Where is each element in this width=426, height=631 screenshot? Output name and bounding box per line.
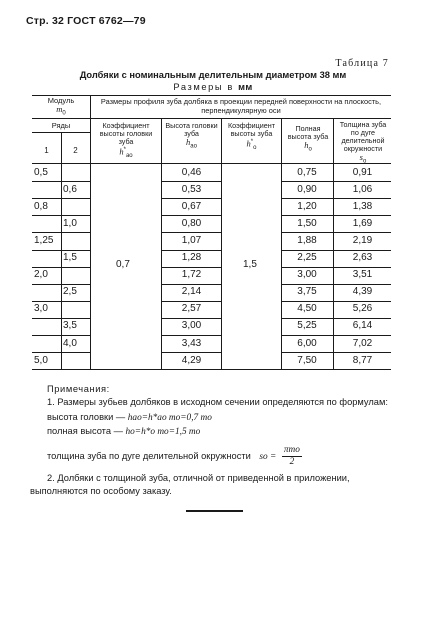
height-head-cell: 1,72: [181, 269, 202, 281]
thickness-cell: 3,51: [352, 269, 373, 281]
full-height-cell: 3,00: [297, 269, 317, 281]
formula-head-label: высота головки —: [47, 412, 126, 422]
col-koef-tooth-header: [223, 122, 280, 152]
full-height-cell: 1,88: [297, 234, 317, 246]
col-koef-head-header: [92, 122, 160, 160]
formula-thickness-numerator: πmo: [283, 445, 300, 455]
thickness-cell: 0,91: [352, 166, 373, 178]
row-rule: [161, 198, 221, 199]
ryad-1-header: 1: [44, 146, 49, 155]
full-height-cell: 5,25: [297, 320, 317, 332]
row-rule: [161, 284, 221, 285]
row-rule: [161, 352, 221, 353]
col-koef-tooth-star: *: [250, 139, 254, 145]
row-rule: [32, 267, 90, 268]
row-rule: [161, 301, 221, 302]
full-height-cell: 2,25: [297, 252, 317, 263]
row-rule: [281, 352, 333, 353]
row-rule: [333, 215, 391, 216]
height-head-cell: 2,57: [181, 303, 202, 315]
row-rule: [281, 318, 333, 319]
height-head-cell: 0,53: [181, 183, 202, 195]
koef-head-value: 0,7: [116, 259, 130, 270]
row-rule: [32, 284, 90, 285]
row-rule: [32, 352, 90, 353]
row-rule: [32, 335, 90, 336]
vline-koef-head: [161, 118, 162, 369]
formula-thickness-denominator: 2: [289, 457, 295, 467]
vline-full-height: [333, 118, 334, 369]
row-rule: [161, 250, 221, 251]
height-head-cell: 1,28: [181, 252, 202, 263]
thickness-cell: 1,69: [352, 217, 373, 229]
modul-row-2: 1,5: [63, 252, 77, 263]
row-rule: [32, 215, 90, 216]
col-koef-tooth-h: h: [246, 138, 251, 149]
table-title: Долбяки с номинальным делительным диаметром 38 мм: [79, 70, 347, 80]
row-rule: [161, 181, 221, 182]
height-head-cell: 1,07: [181, 234, 202, 246]
row-rule: [32, 181, 90, 182]
modul-row-2: 3,5: [63, 320, 77, 332]
row-rule: [32, 250, 90, 251]
table-top-rule: [32, 95, 391, 96]
row-rule: [161, 318, 221, 319]
height-head-cell: 0,67: [181, 200, 202, 212]
vline-height-head: [221, 118, 222, 369]
thickness-cell: 1,06: [352, 183, 373, 195]
vline-ryad: [61, 132, 62, 369]
modul-symbol-m: m: [56, 104, 63, 114]
thickness-cell: 2,19: [352, 234, 373, 246]
thickness-cell: 6,14: [352, 320, 373, 332]
modul-row-1: 5,0: [34, 354, 48, 366]
modul-row-1: 3,0: [34, 303, 48, 315]
row-rule: [281, 284, 333, 285]
col-thickness-s: s: [359, 152, 363, 162]
height-head-cell: 0,80: [181, 217, 202, 229]
row-rule: [333, 335, 391, 336]
notes: [30, 383, 394, 498]
table-label: Таблица 7: [335, 58, 389, 69]
col-koef-tooth-subscript: o: [253, 144, 257, 151]
modul-row-2: 2,5: [63, 286, 77, 298]
col-koef-head-subscript: ao: [125, 152, 133, 159]
formula-full-expr: ho=h*o mo=1,5 mo: [125, 427, 201, 437]
subtitle-unit: мм: [238, 82, 253, 92]
ryady-header: Ряды: [51, 121, 71, 130]
row-rule: [161, 335, 221, 336]
row-rule: [281, 335, 333, 336]
col-thickness-header: [335, 121, 391, 165]
full-height-cell: 0,75: [297, 166, 317, 178]
thickness-cell: 2,63: [352, 252, 373, 263]
profile-header: Размеры профиля зуба долбяка в проекции передней поверхности на плоскость, перпендикулярную оси: [100, 97, 382, 115]
row-rule: [281, 232, 333, 233]
row-rule: [161, 232, 221, 233]
col-koef-tooth-text: Коэффициент высоты зуба: [227, 121, 276, 138]
row-rule: [333, 352, 391, 353]
formula-head-expr: hao=h*ao mo=0,7 mo: [127, 413, 212, 423]
full-height-cell: 3,75: [297, 286, 317, 298]
height-head-cell: 0,46: [181, 166, 202, 178]
full-height-cell: 6,00: [297, 337, 317, 349]
col-thickness-symbol: [335, 153, 391, 165]
thickness-cell: 7,02: [352, 337, 373, 349]
teeth-dimensions-table: [32, 95, 391, 370]
col-thickness-subscript: o: [362, 158, 367, 165]
thickness-cell: 8,77: [352, 354, 373, 366]
row-rule: [281, 181, 333, 182]
row-rule: [32, 198, 90, 199]
row-rule: [281, 267, 333, 268]
formula-head: [30, 411, 394, 425]
notes-heading: Примечания:: [47, 384, 110, 394]
subtitle-prefix: Размеры в: [173, 82, 234, 92]
ryad-2-header: 2: [73, 146, 78, 155]
col-height-head-h: h: [186, 137, 191, 147]
row-rule: [32, 301, 90, 302]
row-rule: [333, 318, 391, 319]
col-height-head-symbol: [163, 138, 220, 150]
modul-row-2: 0,6: [63, 183, 77, 195]
formula-thickness-label: толщина зуба по дуге делительной окружности: [47, 450, 251, 461]
full-height-cell: 7,50: [297, 354, 317, 366]
height-head-cell: 4,29: [181, 354, 202, 366]
modul-row-1: 0,8: [34, 200, 48, 212]
col-koef-head-symbol: [92, 146, 160, 160]
col-height-head-text: Высота головки зуба: [165, 121, 218, 138]
row-rule: [281, 250, 333, 251]
modul-symbol: [32, 105, 90, 118]
table-bottom-rule: [32, 369, 391, 370]
modul-row-1: 2,0: [34, 269, 48, 281]
col-height-head-header: [163, 122, 220, 150]
note-2: 2. Долбяки с толщиной зуба, отличной от приведенной в приложении, выполняются по особому заказу.: [30, 473, 350, 496]
koef-tooth-value: 1,5: [243, 259, 257, 270]
modul-row-2: 4,0: [63, 337, 77, 349]
full-height-cell: 4,50: [297, 303, 317, 315]
rule-under-modul: [32, 118, 90, 119]
col-full-height-subscript: o: [308, 146, 312, 153]
row-rule: [333, 284, 391, 285]
rule-under-profile: [90, 118, 391, 119]
page-header: Стр. 32 ГОСТ 6762—79: [26, 15, 146, 27]
row-rule: [333, 181, 391, 182]
vline-koef-tooth: [281, 118, 282, 369]
formula-thickness-fraction: [282, 445, 302, 468]
formula-thickness-lhs: so =: [259, 451, 277, 462]
formula-full: [30, 425, 394, 439]
row-rule: [333, 267, 391, 268]
formula-thickness: [30, 445, 394, 468]
height-head-cell: 3,43: [181, 337, 202, 349]
row-rule: [281, 198, 333, 199]
modul-row-2: 1,0: [63, 217, 77, 229]
thickness-cell: 5,26: [352, 303, 373, 315]
row-rule: [281, 301, 333, 302]
formula-full-label: полная высота —: [47, 426, 123, 436]
modul-header-text: Модуль: [47, 96, 75, 105]
full-height-cell: 0,90: [297, 183, 317, 195]
note-1: 1. Размеры зубьев долбяков в исходном сечении определяются по формулам:: [47, 397, 388, 407]
row-rule: [32, 318, 90, 319]
col-koef-head-star: *: [123, 147, 126, 153]
row-rule: [333, 232, 391, 233]
row-rule: [32, 232, 90, 233]
col-koef-head-text: Коэффициент высоты головки зуба: [99, 121, 153, 146]
table-subtitle: [0, 82, 426, 92]
col-full-height-text: Полная высота зуба: [287, 124, 329, 141]
col-full-height-symbol: [284, 141, 332, 153]
row-rule: [333, 198, 391, 199]
end-rule: [186, 510, 243, 512]
vline-modul: [90, 95, 91, 369]
col-thickness-text: Толщина зуба по дуге делительной окружности: [339, 120, 387, 153]
thickness-cell: 4,39: [352, 286, 373, 298]
col-height-head-subscript: ao: [190, 143, 197, 150]
col-koef-head-h: h: [119, 146, 124, 157]
col-koef-tooth-symbol: [223, 138, 280, 152]
col-full-height-header: [284, 125, 332, 153]
modul-header: [32, 97, 90, 118]
col-full-height-h: h: [304, 140, 309, 150]
modul-symbol-sub: 0: [62, 110, 66, 117]
modul-row-1: 1,25: [34, 234, 54, 246]
row-rule: [161, 267, 221, 268]
row-rule: [333, 250, 391, 251]
row-rule: [161, 215, 221, 216]
full-height-cell: 1,50: [297, 217, 317, 229]
row-rule: [281, 215, 333, 216]
full-height-cell: 1,20: [297, 200, 317, 212]
height-head-cell: 2,14: [181, 286, 202, 298]
row-rule: [333, 301, 391, 302]
thickness-cell: 1,38: [352, 200, 373, 212]
modul-row-1: 0,5: [34, 166, 48, 178]
height-head-cell: 3,00: [181, 320, 202, 332]
